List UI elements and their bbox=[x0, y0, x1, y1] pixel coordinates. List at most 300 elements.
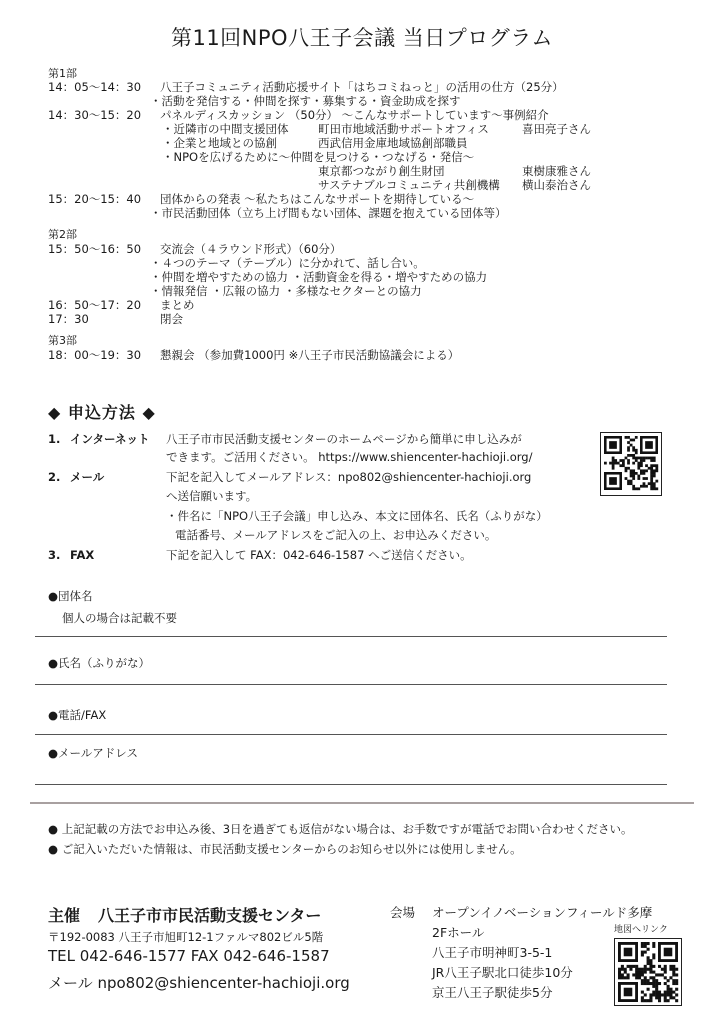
qr-module bbox=[618, 968, 621, 971]
qr-module bbox=[675, 993, 678, 996]
part2-time-5: 16：50～17：20 bbox=[48, 298, 142, 312]
qr-module bbox=[643, 459, 646, 462]
panel-topic: ・NPOを広げるために～仲間を見つける・つなげる・発信～ bbox=[162, 150, 475, 164]
qr-module bbox=[632, 477, 635, 480]
qr-module bbox=[664, 968, 667, 971]
qr-module bbox=[621, 968, 624, 971]
method-label: インターネット bbox=[70, 432, 150, 446]
venue-line: 2Fホール bbox=[432, 925, 485, 940]
qr-module bbox=[669, 996, 672, 999]
qr-module bbox=[655, 469, 658, 472]
venue-label: 会場 bbox=[390, 905, 416, 920]
qr-module bbox=[664, 996, 667, 999]
qr-module bbox=[637, 475, 640, 478]
qr-module bbox=[635, 968, 638, 971]
method-num: 2. bbox=[48, 470, 61, 484]
qr-module bbox=[655, 464, 658, 467]
qr-module bbox=[632, 454, 635, 457]
qr-module bbox=[641, 991, 644, 994]
qr-module bbox=[635, 971, 638, 974]
qr-module bbox=[627, 976, 630, 979]
qr-module bbox=[641, 996, 644, 999]
qr-module bbox=[649, 968, 652, 971]
qr-module bbox=[652, 956, 655, 959]
qr-module bbox=[649, 976, 652, 979]
qr-module bbox=[648, 467, 651, 470]
qr-module bbox=[625, 477, 628, 480]
qr-module bbox=[672, 968, 675, 971]
venue-line: 八王子市明神町3-5-1 bbox=[432, 945, 553, 960]
qr-module bbox=[627, 482, 630, 485]
qr-module bbox=[622, 462, 625, 465]
qr-module bbox=[650, 480, 653, 483]
qr-module bbox=[653, 487, 656, 490]
qr-module bbox=[667, 985, 670, 988]
qr-module bbox=[632, 469, 635, 472]
qr-module bbox=[649, 959, 652, 962]
qr-module bbox=[637, 464, 640, 467]
qr-module bbox=[644, 965, 647, 968]
qr-module bbox=[652, 945, 655, 948]
qr-module bbox=[632, 475, 635, 478]
part2-text-2: ・４つのテーマ（テーブル）に分かれて、話し合い。 bbox=[150, 256, 425, 270]
qr-module bbox=[675, 988, 678, 991]
panel-org: 町田市地域活動サポートオフィス bbox=[318, 122, 489, 136]
qr-module bbox=[630, 482, 633, 485]
organizer-tel-fax: TEL 042-646-1577 FAX 042-646-1587 bbox=[48, 947, 330, 965]
venue-line: JR八王子駅北口徒歩10分 bbox=[432, 965, 573, 980]
qr-module bbox=[644, 999, 647, 1002]
qr-module bbox=[630, 480, 633, 483]
qr-module bbox=[653, 485, 656, 488]
qr-module bbox=[612, 462, 615, 465]
qr-module bbox=[647, 968, 650, 971]
form-field-line[interactable] bbox=[35, 734, 667, 735]
qr-finder bbox=[624, 988, 633, 997]
qr-module bbox=[650, 482, 653, 485]
qr-module bbox=[658, 982, 661, 985]
qr-module bbox=[632, 973, 635, 976]
qr-module bbox=[630, 472, 633, 475]
qr-module bbox=[653, 472, 656, 475]
qr-module bbox=[658, 993, 661, 996]
qr-module bbox=[619, 459, 622, 462]
qr-module bbox=[644, 979, 647, 982]
qr-module bbox=[622, 464, 625, 467]
qr-module bbox=[643, 477, 646, 480]
qr-module bbox=[625, 467, 628, 470]
qr-module bbox=[627, 480, 630, 483]
qr-module bbox=[627, 459, 630, 462]
qr-module bbox=[672, 979, 675, 982]
qr-module bbox=[669, 968, 672, 971]
qr-module bbox=[672, 965, 675, 968]
venue-line: 京王八王子駅徒歩5分 bbox=[432, 985, 553, 1000]
qr-module bbox=[632, 485, 635, 488]
qr-module bbox=[650, 472, 653, 475]
qr-module bbox=[632, 965, 635, 968]
part2-text-4: ・情報発信 ・広報の協力 ・多様なセクターとの協力 bbox=[150, 284, 422, 298]
qr-module bbox=[655, 467, 658, 470]
qr-module bbox=[625, 457, 628, 460]
qr-module bbox=[645, 485, 648, 488]
qr-module bbox=[672, 982, 675, 985]
qr-module bbox=[655, 487, 658, 490]
qr-module bbox=[650, 477, 653, 480]
qr-module bbox=[612, 459, 615, 462]
method-line: できます。ご活用ください。 https://www.shiencenter-hachioji.org/ bbox=[166, 450, 533, 464]
qr-module bbox=[658, 999, 661, 1002]
qr-module bbox=[653, 475, 656, 478]
qr-module bbox=[637, 487, 640, 490]
method-num: 3. bbox=[48, 548, 61, 562]
qr-module bbox=[640, 462, 643, 465]
qr-module bbox=[647, 982, 650, 985]
qr-module bbox=[614, 459, 617, 462]
note: ● 上記記載の方法でお申込み後、3日を過ぎても返信がない場合は、お手数ですが電話でお問い合わせください。 bbox=[48, 822, 633, 836]
page-title: 第11回NPO八王子会議 当日プログラム bbox=[170, 26, 554, 50]
qr-module bbox=[630, 469, 633, 472]
qr-module bbox=[640, 472, 643, 475]
qr-module bbox=[641, 951, 644, 954]
part2-text-1: 交流会（４ラウンド形式）（60分） bbox=[160, 242, 342, 256]
qr-module bbox=[650, 464, 653, 467]
qr-module bbox=[664, 999, 667, 1002]
organizer-email: メール npo802@shiencenter-hachioji.org bbox=[48, 974, 350, 992]
part1-time-4: 15：20～15：40 bbox=[48, 192, 142, 206]
panel-org: サステナブルコミュニティ共創機構 bbox=[318, 178, 500, 192]
qr-module bbox=[629, 968, 632, 971]
qr-module bbox=[637, 462, 640, 465]
qr-module bbox=[655, 991, 658, 994]
method-line: 下記を記入して FAX：042-646-1587 へご送信ください。 bbox=[166, 548, 472, 562]
part1-text-1: 八王子コミュニティ活動応援サイト「はちコミねっと」の活用の仕方（25分） bbox=[160, 80, 564, 94]
qr-module bbox=[632, 446, 635, 449]
qr-module bbox=[643, 469, 646, 472]
qr-module bbox=[612, 467, 615, 470]
method-label: FAX bbox=[70, 548, 95, 562]
map-link-label: 地図へリンク bbox=[614, 925, 668, 935]
qr-module bbox=[653, 457, 656, 460]
organizer-label: 主催 bbox=[48, 906, 81, 925]
organizer-name: 八王子市市民活動支援センター bbox=[98, 906, 322, 925]
form-field-label: ●団体名 bbox=[48, 589, 93, 603]
qr-module bbox=[667, 991, 670, 994]
form-field-label: ●メールアドレス bbox=[48, 746, 138, 760]
qr-module bbox=[653, 464, 656, 467]
venue-line: オープンイノベーションフィールド多摩 bbox=[432, 905, 653, 920]
qr-module bbox=[655, 979, 658, 982]
qr-module bbox=[650, 475, 653, 478]
qr-module bbox=[647, 942, 650, 945]
qr-module bbox=[635, 451, 638, 454]
qr-module bbox=[664, 993, 667, 996]
qr-module bbox=[618, 973, 621, 976]
qr-module bbox=[635, 472, 638, 475]
qr-module bbox=[664, 991, 667, 994]
panel-org: 東京都つながり創生財団 bbox=[318, 164, 445, 178]
qr-module bbox=[632, 472, 635, 475]
qr-module bbox=[640, 469, 643, 472]
qr-module bbox=[653, 482, 656, 485]
qr-module bbox=[637, 457, 640, 460]
qr-module bbox=[637, 467, 640, 470]
qr-module bbox=[635, 976, 638, 979]
qr-module bbox=[661, 993, 664, 996]
qr-module bbox=[612, 457, 615, 460]
panel-org: 西武信用金庫地域協創部職員 bbox=[318, 136, 468, 150]
qr-module bbox=[643, 457, 646, 460]
form-field-hint: 個人の場合は記載不要 bbox=[62, 611, 177, 625]
qr-module bbox=[644, 968, 647, 971]
qr-module bbox=[649, 982, 652, 985]
part1-text-5: ・市民活動団体（立ち上げ間もない団体、課題を抱えている団体等） bbox=[150, 206, 507, 220]
qr-module bbox=[614, 462, 617, 465]
qr-module bbox=[675, 968, 678, 971]
qr-module bbox=[625, 436, 628, 439]
qr-module bbox=[644, 993, 647, 996]
part1-text-3: パネルディスカッション （50分） ～こんなサポートしています～事例紹介 bbox=[160, 108, 549, 122]
qr-module bbox=[635, 457, 638, 460]
qr-module bbox=[635, 449, 638, 452]
qr-module bbox=[652, 993, 655, 996]
part2-text-6: 閉会 bbox=[160, 312, 183, 326]
part3-time-1: 18：00～19：30 bbox=[48, 348, 142, 362]
qr-module bbox=[652, 953, 655, 956]
part2-text-3: ・仲間を増やすための協力 ・活動資金を得る・増やすための協力 bbox=[150, 270, 488, 284]
qr-module bbox=[612, 464, 615, 467]
qr-code-map[interactable] bbox=[614, 938, 682, 1006]
qr-module bbox=[675, 982, 678, 985]
qr-module bbox=[675, 999, 678, 1002]
qr-module bbox=[643, 485, 646, 488]
qr-module bbox=[641, 968, 644, 971]
part1-label: 第1部 bbox=[48, 67, 77, 80]
qr-module bbox=[621, 973, 624, 976]
qr-module bbox=[645, 464, 648, 467]
part3-label: 第3部 bbox=[48, 334, 77, 347]
qr-module bbox=[609, 462, 612, 465]
qr-module bbox=[644, 976, 647, 979]
qr-module bbox=[672, 971, 675, 974]
qr-module bbox=[655, 985, 658, 988]
qr-module bbox=[649, 962, 652, 965]
apply-heading: ◆ 申込方法 ◆ bbox=[48, 403, 156, 422]
qr-module bbox=[619, 464, 622, 467]
qr-module bbox=[672, 991, 675, 994]
qr-module bbox=[638, 968, 641, 971]
qr-module bbox=[655, 973, 658, 976]
qr-module bbox=[664, 976, 667, 979]
qr-code-apply[interactable] bbox=[600, 432, 662, 496]
method-label: メール bbox=[70, 470, 105, 484]
qr-module bbox=[645, 457, 648, 460]
form-field-line[interactable] bbox=[35, 636, 667, 637]
qr-module bbox=[630, 475, 633, 478]
qr-module bbox=[627, 462, 630, 465]
qr-module bbox=[664, 982, 667, 985]
qr-module bbox=[645, 469, 648, 472]
qr-module bbox=[627, 454, 630, 457]
qr-module bbox=[667, 988, 670, 991]
method-line: 八王子市市民活動支援センターのホームページから簡単に申し込みが bbox=[166, 432, 522, 446]
panel-name: 東樹康雅さん bbox=[522, 164, 591, 178]
qr-module bbox=[669, 991, 672, 994]
qr-module bbox=[627, 436, 630, 439]
qr-module bbox=[675, 973, 678, 976]
qr-module bbox=[667, 999, 670, 1002]
panel-topic: ・近隣市の中間支援団体 bbox=[162, 122, 289, 136]
qr-module bbox=[624, 968, 627, 971]
qr-module bbox=[649, 971, 652, 974]
qr-module bbox=[635, 459, 638, 462]
qr-module bbox=[635, 973, 638, 976]
qr-module bbox=[669, 988, 672, 991]
qr-module bbox=[647, 956, 650, 959]
qr-module bbox=[658, 996, 661, 999]
qr-module bbox=[649, 965, 652, 968]
qr-module bbox=[638, 971, 641, 974]
qr-module bbox=[622, 459, 625, 462]
qr-module bbox=[672, 996, 675, 999]
qr-module bbox=[627, 973, 630, 976]
qr-module bbox=[648, 482, 651, 485]
qr-module bbox=[647, 959, 650, 962]
qr-finder bbox=[609, 441, 617, 449]
qr-module bbox=[649, 999, 652, 1002]
qr-module bbox=[644, 951, 647, 954]
qr-module bbox=[630, 439, 633, 442]
qr-module bbox=[675, 979, 678, 982]
qr-module bbox=[658, 965, 661, 968]
qr-module bbox=[641, 945, 644, 948]
form-field-line[interactable] bbox=[35, 784, 667, 785]
part1-time-3: 14：30～15：20 bbox=[48, 108, 142, 122]
qr-module bbox=[655, 993, 658, 996]
qr-module bbox=[669, 976, 672, 979]
qr-module bbox=[669, 965, 672, 968]
qr-module bbox=[655, 982, 658, 985]
qr-module bbox=[650, 457, 653, 460]
qr-finder bbox=[664, 948, 673, 957]
qr-module bbox=[641, 999, 644, 1002]
qr-module bbox=[644, 971, 647, 974]
qr-module bbox=[650, 487, 653, 490]
qr-module bbox=[618, 976, 621, 979]
qr-module bbox=[655, 480, 658, 483]
qr-module bbox=[621, 965, 624, 968]
method-line: へ送信願います。 bbox=[166, 489, 258, 503]
qr-module bbox=[661, 973, 664, 976]
qr-module bbox=[672, 973, 675, 976]
qr-module bbox=[647, 979, 650, 982]
qr-module bbox=[604, 462, 607, 465]
qr-module bbox=[624, 971, 627, 974]
qr-module bbox=[638, 973, 641, 976]
section-divider bbox=[30, 802, 694, 804]
note: ● ご記入いただいた情報は、市民活動支援センターからのお知らせ以外には使用しません。 bbox=[48, 842, 522, 856]
qr-module bbox=[627, 449, 630, 452]
qr-module bbox=[655, 988, 658, 991]
qr-module bbox=[647, 962, 650, 965]
qr-module bbox=[652, 971, 655, 974]
qr-module bbox=[641, 982, 644, 985]
qr-module bbox=[652, 976, 655, 979]
qr-module bbox=[655, 996, 658, 999]
qr-module bbox=[653, 459, 656, 462]
qr-module bbox=[664, 965, 667, 968]
qr-module bbox=[643, 482, 646, 485]
qr-module bbox=[617, 462, 620, 465]
qr-module bbox=[627, 467, 630, 470]
qr-module bbox=[644, 942, 647, 945]
qr-module bbox=[618, 971, 621, 974]
qr-module bbox=[627, 446, 630, 449]
qr-module bbox=[630, 454, 633, 457]
part2-label: 第2部 bbox=[48, 228, 77, 241]
qr-module bbox=[630, 444, 633, 447]
part2-text-5: まとめ bbox=[160, 298, 195, 312]
qr-module bbox=[644, 945, 647, 948]
qr-module bbox=[625, 469, 628, 472]
form-field-label: ●電話/FAX bbox=[48, 708, 107, 722]
qr-module bbox=[652, 985, 655, 988]
qr-module bbox=[641, 971, 644, 974]
qr-module bbox=[667, 993, 670, 996]
qr-module bbox=[621, 976, 624, 979]
qr-module bbox=[653, 469, 656, 472]
qr-module bbox=[635, 436, 638, 439]
qr-module bbox=[652, 982, 655, 985]
qr-module bbox=[647, 999, 650, 1002]
qr-module bbox=[650, 469, 653, 472]
qr-module bbox=[641, 942, 644, 945]
method-line: 下記を記入してメールアドレス：npo802@shiencenter-hachioji.org bbox=[166, 470, 532, 484]
qr-module bbox=[643, 472, 646, 475]
qr-module bbox=[624, 976, 627, 979]
form-field-label: ●氏名（ふりがな） bbox=[48, 656, 151, 670]
qr-module bbox=[635, 487, 638, 490]
qr-module bbox=[644, 982, 647, 985]
form-field-line[interactable] bbox=[35, 684, 667, 685]
qr-module bbox=[640, 464, 643, 467]
qr-module bbox=[632, 439, 635, 442]
qr-module bbox=[640, 485, 643, 488]
qr-module bbox=[667, 979, 670, 982]
qr-module bbox=[647, 988, 650, 991]
qr-module bbox=[641, 973, 644, 976]
part1-text-2: ・活動を発信する・仲間を探す・募集する・資金助成を探す bbox=[150, 94, 461, 108]
panel-name: 横山泰治さん bbox=[522, 178, 591, 192]
organizer-address: 〒192-0083 八王子市旭町12-1ファルマ802ビル5階 bbox=[48, 930, 324, 944]
qr-module bbox=[640, 459, 643, 462]
qr-module bbox=[641, 953, 644, 956]
qr-module bbox=[649, 996, 652, 999]
qr-finder bbox=[609, 477, 617, 485]
qr-module bbox=[652, 965, 655, 968]
qr-module bbox=[632, 457, 635, 460]
qr-module bbox=[629, 965, 632, 968]
qr-module bbox=[652, 942, 655, 945]
method-line: 電話番号、メールアドレスをご記入の上、お申込みください。 bbox=[175, 528, 497, 542]
qr-module bbox=[650, 459, 653, 462]
qr-module bbox=[669, 993, 672, 996]
panel-topic: ・企業と地域との協創 bbox=[162, 136, 277, 150]
part1-time-1: 14：05～14：30 bbox=[48, 80, 142, 94]
qr-module bbox=[650, 485, 653, 488]
qr-module bbox=[638, 976, 641, 979]
qr-module bbox=[647, 948, 650, 951]
